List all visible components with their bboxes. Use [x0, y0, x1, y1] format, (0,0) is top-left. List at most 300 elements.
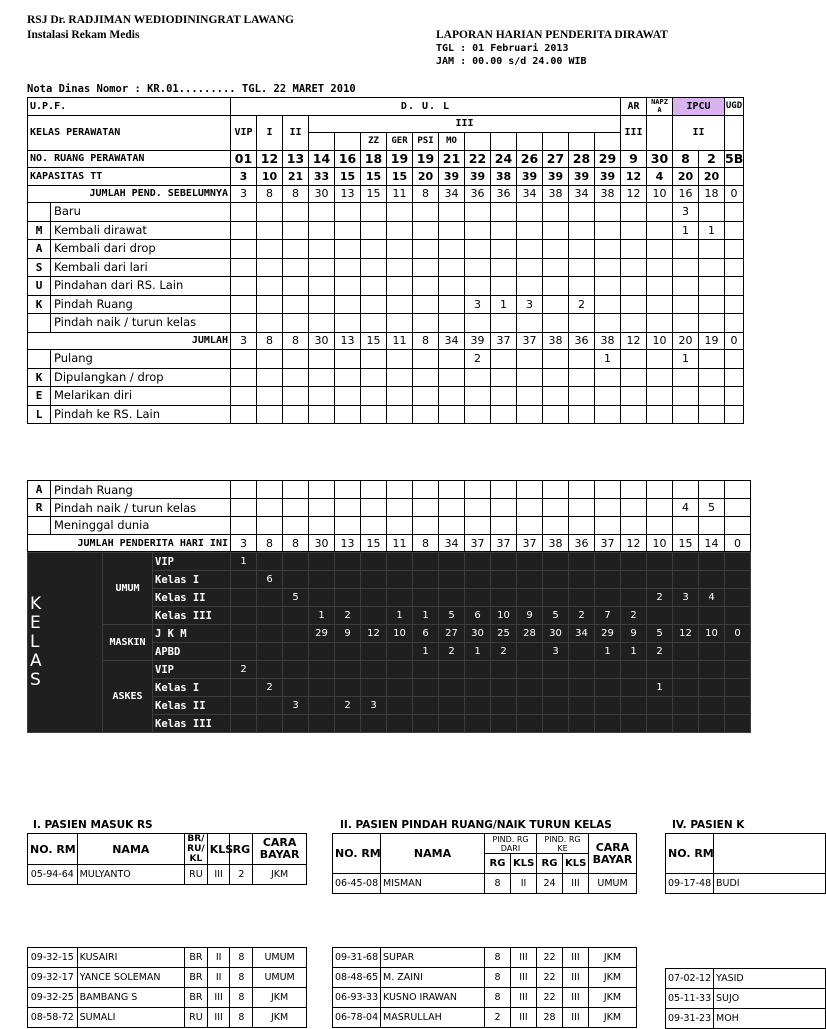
ruang-row-cell: 18	[361, 150, 387, 168]
kelas-cell	[413, 553, 439, 571]
total-row	[28, 534, 751, 552]
masuk-cell	[387, 258, 413, 277]
masuk-cell	[387, 314, 413, 333]
kelas-cell	[699, 661, 725, 679]
masuk-cell	[621, 221, 647, 240]
total-cell: 8	[257, 534, 283, 552]
masuk-cell	[283, 240, 309, 259]
ruang-row-cell: 28	[569, 150, 595, 168]
masuk-cell	[517, 221, 543, 240]
s4-row	[666, 874, 826, 894]
s2b-row-rm: 06-93-33	[333, 988, 381, 1008]
kelas-cell: 0	[725, 625, 751, 643]
keluar-cell	[439, 387, 465, 406]
kelas-cell	[439, 571, 465, 589]
keluar-cell	[569, 368, 595, 387]
s1b-row-rg: 8	[230, 968, 253, 988]
kelas-row	[28, 661, 751, 679]
masuk-cell	[647, 314, 673, 333]
keluar-cell	[439, 405, 465, 424]
kelas-cell	[283, 625, 309, 643]
jumlah-row-cell: 8	[413, 332, 439, 350]
jumlah-row-cell: 37	[517, 332, 543, 350]
kelas-cell	[699, 571, 725, 589]
ruang-row-cell: 19	[387, 150, 413, 168]
s2b-row-kls2: III	[563, 948, 589, 968]
s2b-row-kls1: III	[511, 1008, 537, 1028]
kapasitas-row-cell: 39	[465, 168, 491, 186]
kelas-cell	[621, 715, 647, 733]
s2b-row-cara: JKM	[589, 1008, 637, 1028]
s2b-row-cara: JKM	[589, 948, 637, 968]
kelas-class-label: VIP	[153, 661, 231, 679]
keluar-cont-cell	[647, 517, 673, 535]
keluar-cont-row	[28, 517, 751, 535]
s2-row-rm: 06-45-08	[333, 874, 381, 894]
s1b-row-kls: II	[207, 968, 230, 988]
masuk-cell	[465, 314, 491, 333]
kelas-cell	[725, 715, 751, 733]
kelas-class-label: APBD	[153, 643, 231, 661]
s2b-row-rm: 06-78-04	[333, 1008, 381, 1028]
masuk-cell	[387, 221, 413, 240]
kelas-cell	[569, 643, 595, 661]
s2b-row-kls2: III	[563, 968, 589, 988]
kelas-cell: 1	[413, 607, 439, 625]
kapasitas-row-label: KAPASITAS TT	[28, 168, 231, 186]
masuk-cell	[673, 258, 699, 277]
kelas-cell	[387, 679, 413, 697]
keluar-item-label: Dipulangkan / drop	[54, 369, 164, 384]
s1b-row-rg: 8	[230, 1008, 253, 1028]
ruang-row-cell: 27	[543, 150, 569, 168]
kapasitas-row-cell: 38	[491, 168, 517, 186]
keluar-cont-cell	[231, 517, 257, 535]
kelas-cell: 6	[257, 571, 283, 589]
kelas-cell	[283, 643, 309, 661]
kapasitas-row-cell: 15	[361, 168, 387, 186]
masuk-cell	[335, 203, 361, 222]
keluar-cell	[621, 368, 647, 387]
total-label: JUMLAH PENDERITA HARI INI	[28, 534, 231, 552]
keluar-cell	[309, 368, 335, 387]
masuk-cell	[621, 295, 647, 314]
kelas-cell	[361, 643, 387, 661]
kelas-cell: 29	[309, 625, 335, 643]
keluar-cont-cell	[647, 499, 673, 517]
jumlah-row-cell: 0	[725, 332, 744, 350]
section-1-title: I. PASIEN MASUK RS	[33, 819, 153, 831]
ruang-row-cell: 26	[517, 150, 543, 168]
masuk-cell	[647, 221, 673, 240]
keluar-cell	[517, 387, 543, 406]
s2b-row	[333, 968, 637, 988]
kelas-cell	[543, 679, 569, 697]
s4b-row	[666, 969, 826, 989]
sebelum-row-cell: 34	[569, 185, 595, 203]
s4-h-norm: NO. RM	[666, 834, 714, 874]
keluar-cell	[387, 405, 413, 424]
kelas-cell	[465, 679, 491, 697]
s2b-row-rg2: 22	[537, 948, 563, 968]
masuk-cell	[283, 314, 309, 333]
kelas-cell	[309, 571, 335, 589]
s2-h-nama: NAMA	[381, 834, 485, 874]
masuk-cell	[413, 203, 439, 222]
keluar-cell	[231, 350, 257, 369]
keluar-cell	[257, 387, 283, 406]
keluar-vertical-letter: K	[28, 369, 51, 387]
masuk-cell	[231, 258, 257, 277]
kelas-cell: 7	[595, 607, 621, 625]
kelas-cell	[257, 661, 283, 679]
kelas-cell	[387, 661, 413, 679]
keluar-cell	[517, 405, 543, 424]
masuk-cell	[621, 258, 647, 277]
kelas-cell: 2	[257, 679, 283, 697]
keluar-cont-cell	[257, 481, 283, 499]
s2-row-kls1: II	[511, 874, 537, 894]
keluar-cont-cell	[283, 481, 309, 499]
masuk-cell	[257, 221, 283, 240]
masuk-label-cell	[28, 314, 231, 333]
kelas-cell	[595, 571, 621, 589]
jumlah-row-label: JUMLAH	[28, 332, 231, 350]
kelas-cell	[465, 571, 491, 589]
keluar-cell	[413, 405, 439, 424]
masuk-cell	[309, 258, 335, 277]
s1b-row-cara: UMUM	[253, 948, 307, 968]
kapasitas-row-cell: 39	[595, 168, 621, 186]
class-iii: III	[309, 115, 621, 133]
kelas-perawatan-label: KELAS PERAWATAN	[28, 115, 231, 150]
keluar-cell	[231, 387, 257, 406]
kelas-cell	[257, 715, 283, 733]
masuk-cell: 1	[491, 295, 517, 314]
kapasitas-row-cell: 15	[387, 168, 413, 186]
hospital-header	[27, 13, 294, 43]
masuk-cell: 1	[673, 221, 699, 240]
keluar-label-cell	[28, 368, 231, 387]
masuk-cell	[361, 203, 387, 222]
masuk-cell	[569, 240, 595, 259]
masuk-cell	[699, 295, 725, 314]
kelas-cell	[439, 715, 465, 733]
sebelum-row-cell: 34	[439, 185, 465, 203]
masuk-cell	[569, 203, 595, 222]
masuk-cell	[309, 240, 335, 259]
keluar-vertical-letter	[28, 350, 51, 368]
masuk-cell	[413, 221, 439, 240]
keluar-cont-cell	[231, 481, 257, 499]
masuk-cell	[387, 295, 413, 314]
kelas-cell	[335, 571, 361, 589]
kelas-cell: 2	[647, 643, 673, 661]
keluar-cont-cell	[725, 481, 751, 499]
keluar-cell	[257, 368, 283, 387]
s4b-row-nama: MOH	[714, 1009, 826, 1029]
keluar-cont-cell	[621, 481, 647, 499]
kelas-cell	[413, 589, 439, 607]
s2b-row-kls1: III	[511, 968, 537, 988]
keluar-cell	[543, 368, 569, 387]
s1b-row-nama: SUMALI	[77, 1008, 184, 1028]
kelas-cell	[387, 643, 413, 661]
keluar-cell	[595, 387, 621, 406]
masuk-cell	[595, 314, 621, 333]
kelas-cell: 5	[543, 607, 569, 625]
kelas-big-label: K E L A S	[28, 553, 103, 733]
kelas-cell	[725, 679, 751, 697]
s1b-row-nama: YANCE SOLEMAN	[77, 968, 184, 988]
masuk-cell	[465, 240, 491, 259]
kapasitas-row-cell: 4	[647, 168, 673, 186]
masuk-vertical-letter	[28, 203, 51, 221]
s2-h-dari: PIND. RG DARI	[485, 834, 537, 854]
kelas-cell: 27	[439, 625, 465, 643]
kelas-cell	[361, 679, 387, 697]
masuk-cell	[231, 295, 257, 314]
sub-psi: PSI	[413, 133, 439, 151]
s2b-row-cara: JKM	[589, 968, 637, 988]
masuk-cell	[595, 203, 621, 222]
keluar-cell	[413, 350, 439, 369]
keluar-cell	[725, 350, 744, 369]
masuk-cell	[283, 295, 309, 314]
kelas-cell	[673, 553, 699, 571]
masuk-label-cell	[28, 295, 231, 314]
kelas-cell	[335, 661, 361, 679]
kelas-class-label: Kelas II	[153, 697, 231, 715]
sebelum-row-cell: 3	[231, 185, 257, 203]
s1-row-cara: JKM	[253, 865, 307, 885]
keluar-cell	[439, 350, 465, 369]
keluar-cell	[621, 350, 647, 369]
total-cell: 0	[725, 534, 751, 552]
keluar-cell	[673, 387, 699, 406]
kelas-cell: 5	[283, 589, 309, 607]
keluar-cell	[491, 368, 517, 387]
keluar-cell	[491, 405, 517, 424]
kelas-cell	[309, 679, 335, 697]
kelas-cell	[673, 643, 699, 661]
masuk-cell	[361, 314, 387, 333]
s4b-row	[666, 989, 826, 1009]
masuk-cell: 3	[465, 295, 491, 314]
keluar-cell	[283, 405, 309, 424]
keluar-item-label: Melarikan diri	[54, 388, 133, 402]
kelas-cell: 30	[543, 625, 569, 643]
kelas-cell	[465, 715, 491, 733]
masuk-cell	[699, 240, 725, 259]
kelas-class-label: Kelas I	[153, 571, 231, 589]
s1b-row-kls: II	[207, 948, 230, 968]
kelas-cell	[517, 661, 543, 679]
keluar-cell	[231, 368, 257, 387]
kelas-cell: 2	[569, 607, 595, 625]
keluar-cont-cell	[673, 517, 699, 535]
kapasitas-row-cell: 33	[309, 168, 335, 186]
kelas-cell	[439, 697, 465, 715]
keluar-cell	[335, 405, 361, 424]
total-cell: 8	[413, 534, 439, 552]
keluar-cell	[595, 368, 621, 387]
kelas-cell	[621, 679, 647, 697]
kelas-cell	[725, 571, 751, 589]
masuk-cell	[569, 277, 595, 296]
askes-label: ASKES	[103, 661, 153, 733]
keluar-cont-vertical-letter: R	[28, 499, 51, 517]
keluar-cell	[491, 350, 517, 369]
s2b-row-nama: MASRULLAH	[381, 1008, 485, 1028]
s1b-row	[28, 1008, 307, 1028]
keluar-cont-cell	[517, 517, 543, 535]
ruang-row-cell: 29	[595, 150, 621, 168]
keluar-cont-cell	[465, 481, 491, 499]
total-cell: 38	[543, 534, 569, 552]
total-cell: 10	[647, 534, 673, 552]
kelas-cell: 5	[647, 625, 673, 643]
kelas-cell	[647, 553, 673, 571]
class-ii: II	[283, 115, 309, 150]
kelas-cell	[283, 679, 309, 697]
jumlah-row-cell: 19	[699, 332, 725, 350]
s2b-row-cara: JKM	[589, 988, 637, 1008]
kelas-cell	[647, 697, 673, 715]
keluar-cell	[569, 350, 595, 369]
s2-h-rg2: RG	[537, 854, 563, 874]
keluar-cell	[647, 368, 673, 387]
masuk-cell	[673, 277, 699, 296]
keluar-cont-cell	[309, 499, 335, 517]
total-cell: 34	[439, 534, 465, 552]
masuk-cell	[621, 277, 647, 296]
kelas-cell	[621, 661, 647, 679]
keluar-cont-cell	[465, 499, 491, 517]
kelas-cell	[569, 589, 595, 607]
ruang-row-cell: 24	[491, 150, 517, 168]
keluar-cell	[335, 387, 361, 406]
section-4-table-b	[665, 968, 826, 1029]
s4b-row-rm: 09-31-23	[666, 1009, 714, 1029]
kelas-cell	[725, 553, 751, 571]
keluar-cont-cell	[413, 481, 439, 499]
kapasitas-row-cell: 21	[283, 168, 309, 186]
s1-row-br: RU	[185, 865, 208, 885]
kelas-cell: 6	[465, 607, 491, 625]
kelas-cell	[595, 553, 621, 571]
ruang-row-cell: 21	[439, 150, 465, 168]
s1-row-rg: 2	[230, 865, 253, 885]
masuk-cell	[491, 277, 517, 296]
kelas-cell	[309, 643, 335, 661]
masuk-row	[28, 258, 744, 277]
s1b-row-rm: 09-32-17	[28, 968, 78, 988]
ruang-row-label: NO. RUANG PERAWATAN	[28, 150, 231, 168]
kelas-cell: 3	[361, 697, 387, 715]
section-4-table	[665, 833, 826, 894]
kelas-cell	[465, 553, 491, 571]
s2b-row-rg1: 8	[485, 948, 511, 968]
masuk-cell	[647, 203, 673, 222]
keluar-cell	[673, 368, 699, 387]
masuk-cell	[517, 277, 543, 296]
kelas-cell	[413, 697, 439, 715]
kelas-cell	[569, 715, 595, 733]
keluar-cell	[699, 350, 725, 369]
kelas-cell	[335, 553, 361, 571]
keluar-cell: 2	[465, 350, 491, 369]
masuk-vertical-letter: U	[28, 277, 51, 295]
keluar-cont-cell	[621, 499, 647, 517]
umum-label: UMUM	[103, 553, 153, 625]
masuk-cell	[231, 203, 257, 222]
s1-h-rg: RG	[230, 834, 253, 865]
total-cell: 37	[491, 534, 517, 552]
upf-label: U.P.F.	[28, 98, 231, 116]
keluar-cell	[673, 405, 699, 424]
keluar-cell	[621, 405, 647, 424]
kelas-cell	[231, 643, 257, 661]
section-2-table-b	[332, 947, 637, 1028]
sebelum-row-cell: 0	[725, 185, 744, 203]
masuk-cell	[439, 277, 465, 296]
kelas-cell	[647, 607, 673, 625]
ugd-label: UGD	[725, 98, 744, 116]
kelas-cell	[569, 571, 595, 589]
jumlah-row-cell: 3	[231, 332, 257, 350]
keluar-row	[28, 405, 744, 424]
keluar-cont-cell	[387, 481, 413, 499]
masuk-row	[28, 240, 744, 259]
sebelum-row-cell: 13	[335, 185, 361, 203]
keluar-cont-cell	[283, 499, 309, 517]
keluar-cont-cell	[361, 517, 387, 535]
kapasitas-row-cell: 39	[569, 168, 595, 186]
keluar-cell	[543, 350, 569, 369]
kelas-cell	[361, 607, 387, 625]
keluar-cell	[309, 387, 335, 406]
kelas-cell	[283, 553, 309, 571]
kelas-cell	[231, 715, 257, 733]
keluar-cont-cell	[335, 481, 361, 499]
masuk-cell	[699, 314, 725, 333]
section-4-title: IV. PASIEN K	[672, 819, 745, 831]
masuk-cell	[725, 295, 744, 314]
masuk-item-label: Pindahan dari RS. Lain	[54, 278, 184, 292]
keluar-cell	[543, 405, 569, 424]
keluar-cont-cell	[569, 481, 595, 499]
kelas-cell	[413, 571, 439, 589]
kapasitas-row-cell: 39	[517, 168, 543, 186]
kelas-cell	[309, 697, 335, 715]
sebelum-row-cell: 30	[309, 185, 335, 203]
s2-row-kls2: III	[563, 874, 589, 894]
section-2-title: II. PASIEN PINDAH RUANG/NAIK TURUN KELAS	[340, 819, 612, 831]
s1b-row-rg: 8	[230, 948, 253, 968]
masuk-cell	[621, 203, 647, 222]
sebelum-row-cell: 36	[465, 185, 491, 203]
page-break-gap	[0, 437, 768, 482]
masuk-vertical-letter: A	[28, 240, 51, 258]
kelas-cell: 6	[413, 625, 439, 643]
kelas-cell: 9	[335, 625, 361, 643]
masuk-cell	[309, 295, 335, 314]
kelas-cell	[673, 715, 699, 733]
kelas-cell	[699, 553, 725, 571]
kapasitas-row-cell: 10	[257, 168, 283, 186]
keluar-cell	[569, 387, 595, 406]
